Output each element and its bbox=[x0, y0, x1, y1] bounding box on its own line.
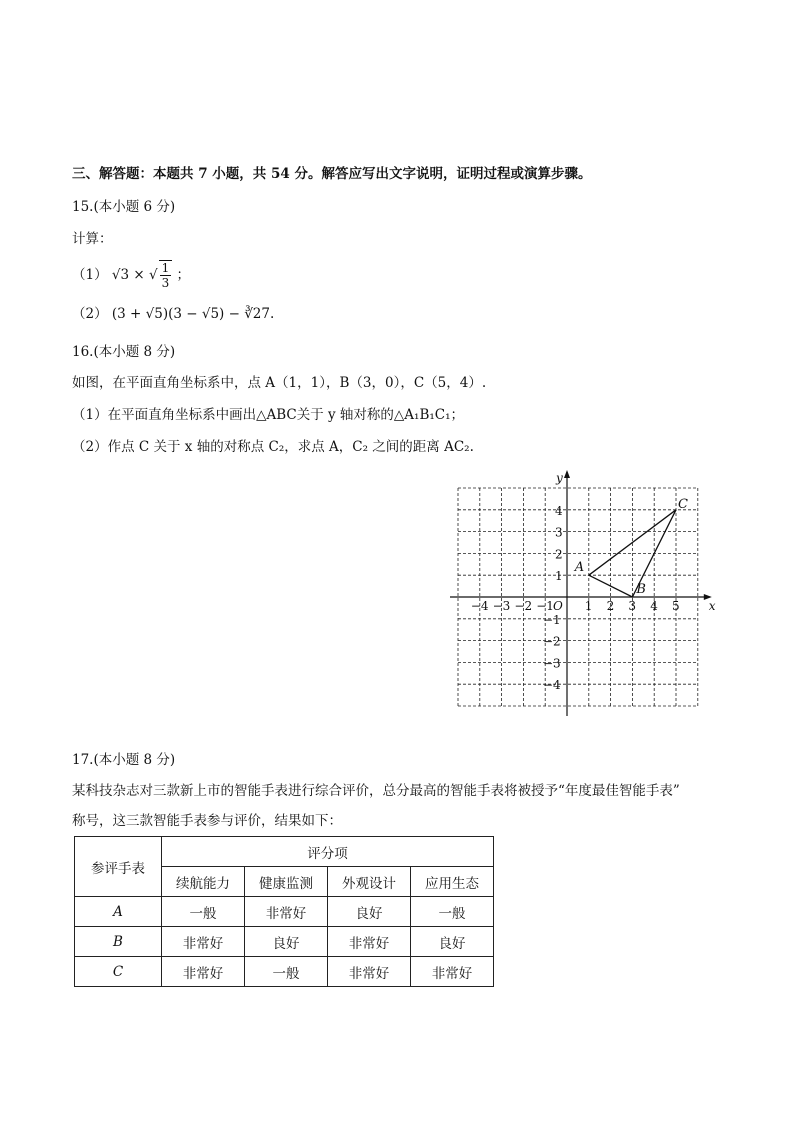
q17-intro-line1: 某科技杂志对三款新上市的智能手表进行综合评价，总分最高的智能手表将被授予“年度最佳智能手表” bbox=[72, 783, 680, 799]
y-tick-label: 1 bbox=[555, 569, 563, 584]
table-cell: 一般 bbox=[411, 897, 494, 927]
q16-intro: 如图，在平面直角坐标系中，点 A（1，1），B（3，0），C（5，4）. bbox=[72, 375, 487, 391]
y-axis-label: y bbox=[556, 471, 563, 485]
row-header: 参评手表 bbox=[75, 837, 162, 897]
fraction-denominator: 3 bbox=[161, 276, 170, 290]
table-cell: 非常好 bbox=[162, 927, 245, 957]
table-cell: 良好 bbox=[411, 927, 494, 957]
table-row bbox=[75, 897, 494, 927]
column-header: 外观设计 bbox=[328, 867, 411, 897]
table-cell: 一般 bbox=[162, 897, 245, 927]
table-cell: 良好 bbox=[245, 927, 328, 957]
x-tick-label: 2 bbox=[606, 599, 615, 613]
q15-part2-expr: (3 + √5)(3 − √5) − ∛27. bbox=[111, 306, 275, 322]
table-cell: 良好 bbox=[328, 897, 411, 927]
y-tick-label: −3 bbox=[543, 656, 561, 671]
x-tick-label: −4 bbox=[470, 599, 489, 613]
q15-part2 bbox=[72, 305, 274, 323]
row-name: B bbox=[75, 927, 162, 957]
y-tick-label: 3 bbox=[555, 525, 563, 540]
table-cell: 非常好 bbox=[411, 957, 494, 987]
x-tick-label: 5 bbox=[672, 599, 680, 613]
q15-intro: 计算： bbox=[72, 231, 113, 247]
q15-part1-expr: √3 × bbox=[111, 267, 145, 283]
point-label: C bbox=[678, 496, 688, 512]
coordinate-graph bbox=[440, 456, 730, 718]
group-header: 评分项 bbox=[162, 837, 494, 867]
q16-part2: （2）作点 C 关于 x 轴的对称点 C₂，求点 A，C₂ 之间的距离 AC₂. bbox=[72, 439, 474, 455]
sqrt-fraction bbox=[159, 260, 173, 290]
table-cell: 非常好 bbox=[328, 927, 411, 957]
q15-part1-end: ； bbox=[176, 267, 191, 283]
y-tick-label: 2 bbox=[555, 547, 563, 562]
table-cell: 非常好 bbox=[328, 957, 411, 987]
column-header: 续航能力 bbox=[162, 867, 245, 897]
y-tick-label: 4 bbox=[555, 503, 563, 518]
x-tick-label: −3 bbox=[492, 599, 511, 613]
point-label: A bbox=[574, 560, 585, 576]
q15-part2-label: （2） bbox=[72, 306, 108, 322]
y-tick-label: −2 bbox=[543, 634, 561, 649]
origin-label: O bbox=[553, 599, 563, 613]
row-name: C bbox=[75, 957, 162, 987]
x-tick-label: 4 bbox=[650, 599, 658, 613]
fraction-numerator: 1 bbox=[161, 261, 170, 275]
q15-title: 15.(本小题 6 分) bbox=[72, 199, 176, 215]
section-heading: 三、解答题：本题共 7 小题，共 54 分。解答应写出文字说明，证明过程或演算步骤。 bbox=[72, 166, 592, 182]
x-tick-label: 1 bbox=[584, 599, 593, 613]
x-tick-label: −1 bbox=[536, 599, 554, 613]
y-tick-label: −4 bbox=[543, 678, 561, 693]
table-cell: 非常好 bbox=[245, 897, 328, 927]
x-tick-label: −2 bbox=[514, 599, 533, 613]
table-row bbox=[75, 927, 494, 957]
q15-part1 bbox=[72, 260, 190, 290]
sqrt-sign: √ bbox=[148, 267, 158, 283]
row-name: A bbox=[75, 897, 162, 927]
x-tick-label: 3 bbox=[628, 599, 637, 613]
fraction bbox=[160, 261, 172, 290]
evaluation-table bbox=[74, 836, 494, 987]
q17-intro-line2: 称号，这三款智能手表参与评价，结果如下： bbox=[72, 813, 342, 829]
column-header: 应用生态 bbox=[411, 867, 494, 897]
q16-title: 16.(本小题 8 分) bbox=[72, 344, 176, 360]
column-header: 健康监测 bbox=[245, 867, 328, 897]
table-row bbox=[75, 957, 494, 987]
table-cell: 非常好 bbox=[162, 957, 245, 987]
x-axis-label: x bbox=[708, 599, 716, 613]
point-label: B bbox=[636, 582, 646, 597]
y-tick-label: −1 bbox=[543, 612, 561, 627]
q15-part1-label: （1） bbox=[72, 267, 108, 283]
q17-title: 17.(本小题 8 分) bbox=[72, 752, 176, 768]
y-axis-arrow bbox=[564, 470, 570, 478]
q16-part1: （1）在平面直角坐标系中画出△ABC关于 y 轴对称的△A₁B₁C₁； bbox=[72, 407, 465, 423]
table-cell: 一般 bbox=[245, 957, 328, 987]
